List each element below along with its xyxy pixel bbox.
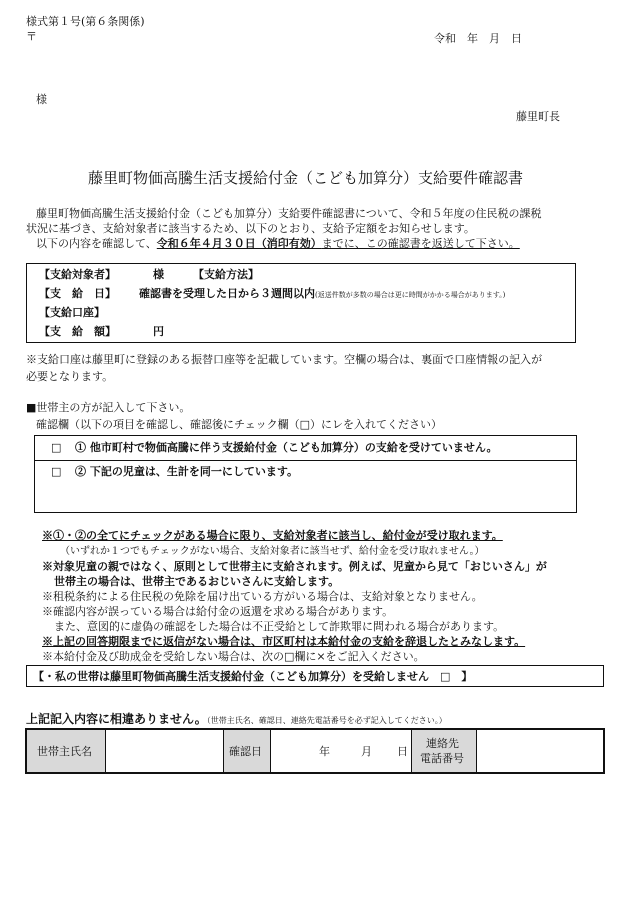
phone-label-2: 電話番号	[420, 752, 464, 765]
date-label: 確認日	[229, 745, 262, 758]
phone-label-cell	[412, 730, 476, 772]
check1-checkbox[interactable]: □	[51, 441, 62, 454]
note-1: ※①・②の全てにチェックがある場合に限り、支給対象者に該当し、給付金が受け取れます。	[42, 529, 503, 542]
confirm-statement: 上記記入内容に相違ありません。	[26, 712, 207, 726]
payday-note: (返送件数が多数の場合は更に時間がかかる場合があります。)	[315, 291, 506, 299]
confirm-line	[26, 708, 447, 727]
name-input-cell[interactable]	[106, 730, 223, 772]
note-3: ※租税条約による住民税の免除を届け出ている方がいる場合は、支給対象となりません。	[42, 590, 483, 603]
month-unit: 月	[361, 745, 372, 758]
target-value: 様	[153, 268, 164, 281]
amount-value: 円	[153, 325, 164, 338]
check1-text: ① 他市町村で物価高騰に伴う支援給付金（こども加算分）の支給を受けていません。	[75, 441, 498, 454]
account-note-line-2: 必要となります。	[26, 370, 114, 383]
householder-table	[25, 728, 605, 774]
intro-line-3-a: 以下の内容を確認して、	[36, 237, 157, 250]
householder-heading: ■世帯主の方が記入して下さい。	[26, 401, 191, 414]
payday-value-text: 確認書を受理した日から３週間以内	[139, 287, 315, 300]
date-line: 令和 年 月 日	[434, 32, 522, 45]
payday-label: 【支 給 日】	[39, 287, 116, 300]
intro-line-1: 藤里町物価高騰生活支援給付金（こども加算分）支給要件確認書について、令和５年度の住民税の課税	[36, 207, 542, 220]
intro-line-3-c: までに、この確認書を返送して下さい。	[321, 237, 520, 250]
day-unit: 日	[397, 745, 408, 758]
issuer: 藤里町長	[516, 110, 560, 123]
note-4b: また、意図的に虚偽の確認をした場合は不正受給として詐欺罪に問われる場合があります。	[54, 620, 505, 633]
document-title: 藤里町物価高騰生活支援給付金（こども加算分）支給要件確認書	[88, 169, 524, 187]
check-divider	[35, 460, 576, 461]
decline-text[interactable]: 【・私の世帯は藤里町物価高騰生活支援給付金（こども加算分）を受給しません □ 】	[33, 670, 473, 683]
name-label: 世帯主氏名	[37, 745, 92, 758]
addressee-suffix: 様	[36, 93, 47, 106]
check-box-area	[34, 435, 577, 513]
note-1b: （いずれか１つでもチェックがない場合、支給対象者に該当せず、給付金を受け取れません。）	[60, 546, 485, 557]
postal-mark: 〒	[26, 30, 37, 43]
deadline: 令和６年４月３０日（消印有効）	[156, 237, 322, 250]
check2-text: ② 下記の児童は、生計を同一にしています。	[75, 465, 298, 478]
method-label: 【支給方法】	[193, 268, 259, 281]
note-2b: 世帯主の場合は、世帯主であるおじいさんに支給します。	[54, 575, 340, 588]
note-5: ※上記の回答期限までに返信がない場合は、市区町村は本給付金の支給を辞退したとみなします。	[42, 635, 526, 648]
account-label: 【支給口座】	[39, 306, 105, 319]
year-unit: 年	[319, 745, 330, 758]
form-number: 様式第１号(第６条関係)	[26, 15, 145, 28]
decline-box	[26, 665, 604, 687]
name-label-cell	[27, 730, 105, 772]
target-label: 【支給対象者】	[39, 268, 116, 281]
note-6: ※本給付金及び助成金を受給しない場合は、次の□欄に×をご記入ください。	[42, 650, 425, 663]
payday-value	[139, 286, 505, 303]
note-2: ※対象児童の親ではなく、原則として世帯主に支給されます。例えば、児童から見て「おじいさん」が	[42, 560, 547, 573]
note-4: ※確認内容が誤っている場合は給付金の返還を求める場合があります。	[42, 605, 394, 618]
amount-label: 【支 給 額】	[39, 325, 116, 338]
account-note-line-1: ※支給口座は藤里町に登録のある振替口座等を記載しています。空欄の場合は、裏面で口座情報の記入が	[26, 353, 543, 366]
date-input-cell[interactable]	[271, 730, 411, 772]
confirm-note: （世帯主氏名、確認日、連絡先電話番号を必ず記入してください。）	[206, 716, 447, 725]
payment-info-box	[26, 263, 576, 343]
phone-input-cell[interactable]	[477, 730, 603, 772]
phone-label-1: 連絡先	[426, 737, 459, 750]
check2-checkbox[interactable]: □	[51, 465, 62, 478]
intro-line-2: 状況に基づき、支給対象者に該当するため、以下のとおり、支給予定額をお知らせします。	[26, 222, 475, 235]
intro-line-3	[36, 236, 520, 251]
date-label-cell	[224, 730, 270, 772]
check-instruction: 確認欄（以下の項目を確認し、確認後にチェック欄（□）にレを入れてください）	[36, 418, 443, 431]
